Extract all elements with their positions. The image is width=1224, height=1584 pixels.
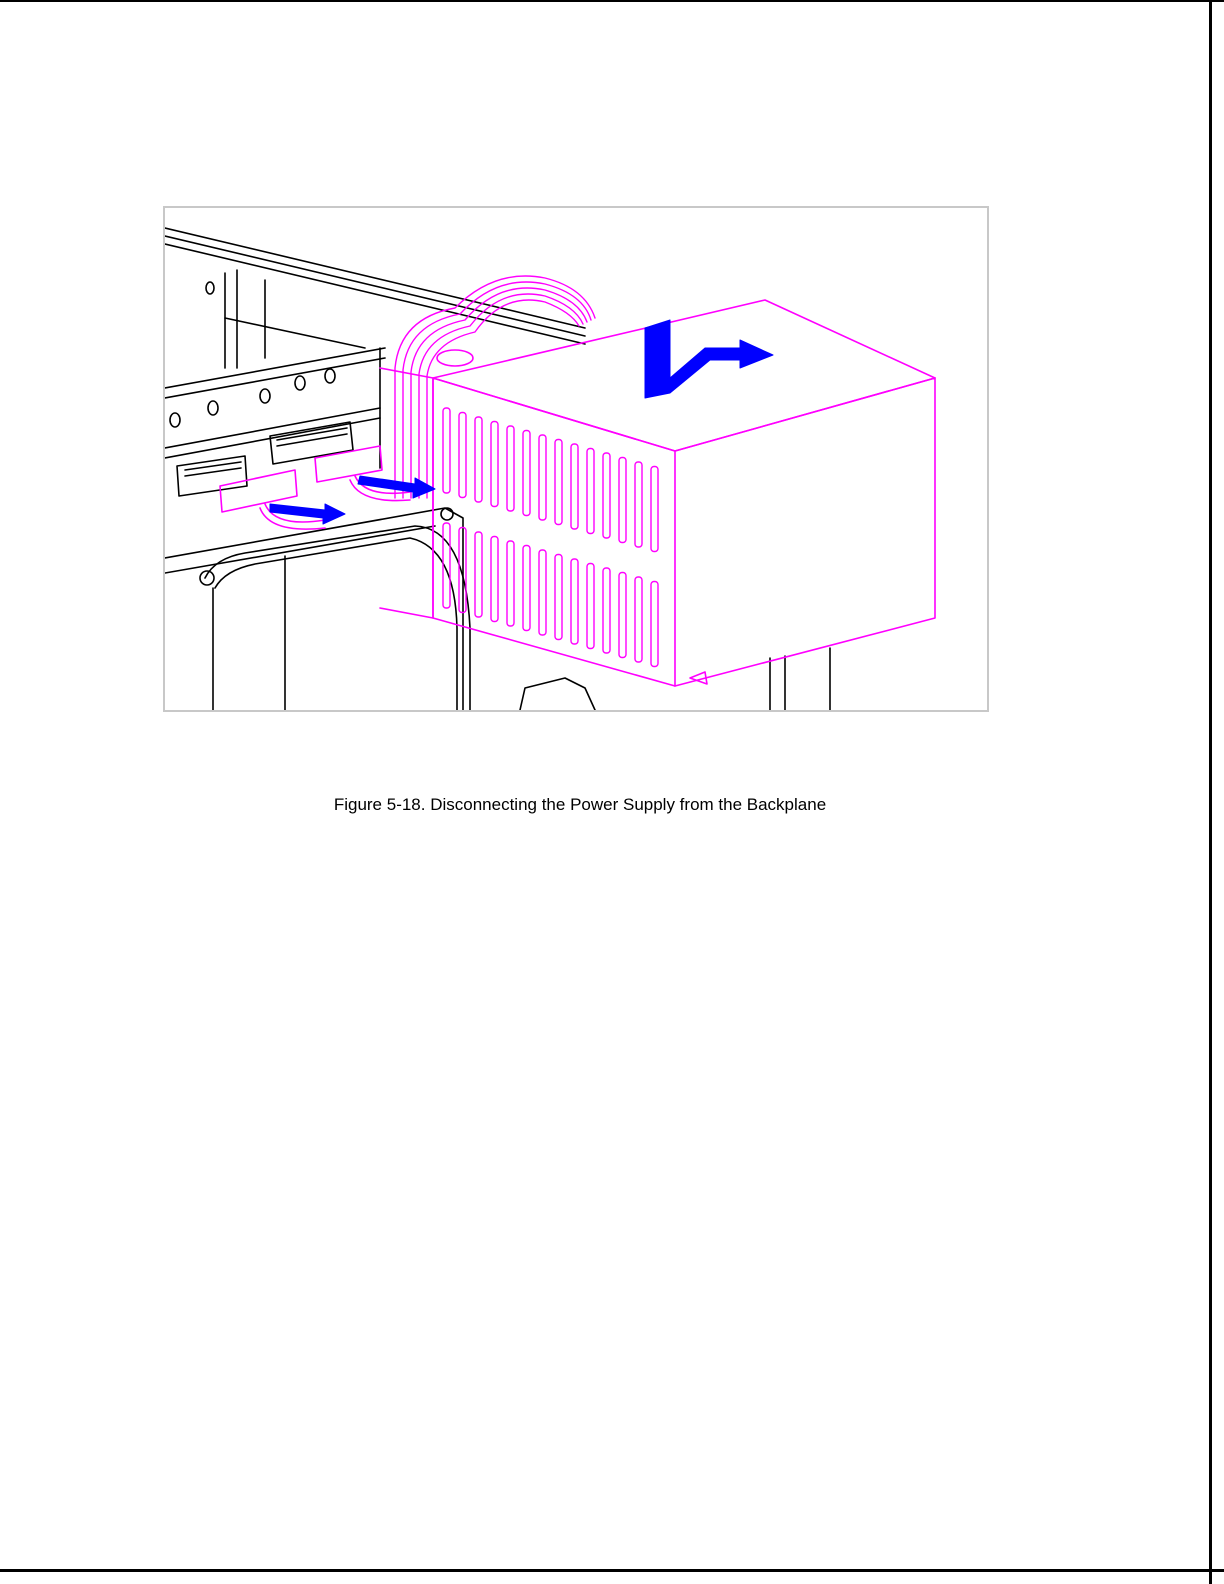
vent-slots: [443, 408, 658, 667]
vent-slot: [619, 458, 626, 543]
vent-slot: [539, 435, 546, 520]
power-supply-illustration: [165, 208, 987, 710]
vent-slot: [571, 444, 578, 529]
vent-slot: [555, 555, 562, 640]
vent-slot: [571, 559, 578, 644]
vent-slot: [491, 422, 498, 507]
mounting-holes: [170, 282, 335, 427]
vent-slot: [459, 413, 466, 498]
vent-slot: [507, 426, 514, 511]
vent-slot: [635, 462, 642, 547]
vent-slot: [475, 532, 482, 617]
vent-slot: [587, 564, 594, 649]
vent-slot: [539, 550, 546, 635]
chassis-rails: [165, 228, 585, 468]
vent-slot: [619, 573, 626, 658]
vent-slot: [651, 582, 658, 667]
figure-frame: [163, 206, 989, 712]
vent-slot: [587, 449, 594, 534]
page-border-right: [1209, 0, 1212, 1584]
vent-slot: [603, 453, 610, 538]
vent-slot: [443, 408, 450, 493]
cable-bundle: [395, 276, 595, 498]
backplane-connectors: [177, 422, 353, 496]
hard-drive: [165, 508, 470, 710]
page-border-bottom: [0, 1569, 1224, 1572]
vent-slot: [635, 577, 642, 662]
figure-caption: Figure 5-18. Disconnecting the Power Supply from the Backplane: [333, 795, 827, 814]
vent-slot: [555, 440, 562, 525]
vent-slot: [651, 467, 658, 552]
vent-slot: [507, 541, 514, 626]
vent-slot: [603, 568, 610, 653]
vent-slot: [491, 537, 498, 622]
vent-slot: [523, 431, 530, 516]
vent-slot: [475, 417, 482, 502]
vent-slot: [523, 546, 530, 631]
page-border-top: [0, 0, 1224, 2]
